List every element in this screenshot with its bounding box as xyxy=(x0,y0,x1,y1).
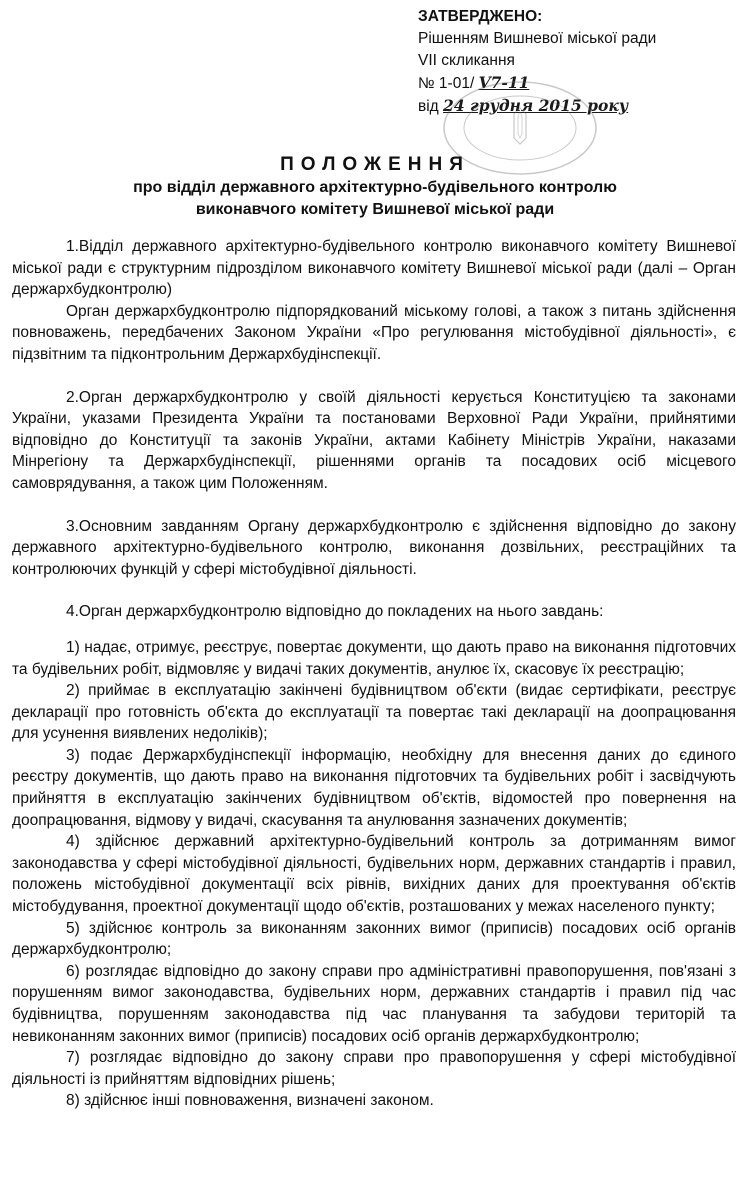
section-4-intro: 4.Орган держархбудконтролю відповідно до покладених на нього завдань: xyxy=(66,603,604,621)
section-2-paragraph: 2.Орган держархбудконтролю у своїй діяльності керується Конституцією та законами України, указами Президента України та постановами Верховної Ради України, прийнятими відповідно до Конституції та законів України, актами Кабінету Міністрів України, наказами Мінрегіону та Держархбудінспекції, рішеннями органів та посадових осіб місцевого самоврядування, а також цим Положенням. xyxy=(12,388,736,492)
section-1-subordination-paragraph: Орган держархбудконтролю підпорядкований міському голові, а також з питань здійснення повноважень, передбачених Законом України «Про регулювання містобудівної діяльності», є підзвітним та підконтрольним Держархбудінспекції. xyxy=(12,302,736,363)
section-3-paragraph: 3.Основним завданням Органу держархбудконтролю є здійснення відповідно до закону державного архітектурно-будівельного контролю, виконання дозвільних, реєстраційних та контролюючих функцій у сфері містобудівної діяльності. xyxy=(12,517,736,578)
list-item-7: 7) розглядає відповідно до закону справи про правопорушення у сфері містобудівної діяльності із прийняттям відповідних рішень; xyxy=(12,1049,736,1088)
document-title-block xyxy=(0,153,750,221)
approval-block xyxy=(418,6,738,118)
list-item-1: 1) надає, отримує, реєструє, повертає документи, що дають право на виконання підготовчих та будівельних робіт, відмовляє у видачі таких документів, анулює їх, скасовує їх реєстрацію; xyxy=(12,638,736,678)
approval-number-prefix: № 1-01/ xyxy=(418,75,475,92)
document-subtitle-line2: виконавчого комітету Вишневої міської ради xyxy=(195,201,555,218)
approval-date-prefix: від xyxy=(418,98,439,115)
list-item-3: 3) подає Держархбудінспекції інформацію, необхідну для внесення даних до єдиного реєстру документів, що дають право на виконання підготовчих та будівельних робіт і засвідчують прийняття в експлуатацію закінчених будівництвом об'єктів, відомостей про повернення на доопрацювання, відмову у видачі, скасування та анулювання зазначених документів; xyxy=(12,746,736,829)
document-title: ПОЛОЖЕННЯ xyxy=(280,154,470,175)
document-body xyxy=(12,236,736,1112)
approval-council-line: Рішенням Вишневої міської ради xyxy=(418,30,657,47)
approval-number-line xyxy=(418,72,738,95)
list-item-8: 8) здійснює інші повноваження, визначені законом. xyxy=(66,1092,434,1110)
list-item-4: 4) здійснює державний архітектурно-будівельний контроль за дотриманням вимог законодавства у сфері містобудівної діяльності, будівельних норм, державних стандартів і правил, положень містобудівної документації всіх рівнів, вихідних даних для проектування об'єктів містобудування, проектної документації щодо об'єктів, розташованих у межах населеного пункту; xyxy=(12,833,736,916)
list-item-5: 5) здійснює контроль за виконанням законних вимог (приписів) посадових осіб органів держархбудконтролю; xyxy=(12,919,736,959)
approval-date-handwritten: 24 грудня 2015 року xyxy=(443,96,629,115)
approval-date-line xyxy=(418,95,738,118)
approval-number-handwritten: V7-11 xyxy=(478,73,530,92)
approval-heading: ЗАТВЕРДЖЕНО: xyxy=(418,8,543,25)
section-1-paragraph: 1.Відділ державного архітектурно-будівельного контролю виконавчого комітету Вишневої міської ради є структурним підрозділом виконавчого комітету Вишневої міської ради (далі – Орган держархбудконтролю) xyxy=(12,238,736,299)
approval-convocation-line: VII скликання xyxy=(418,52,515,69)
list-item-2: 2) приймає в експлуатацію закінчені будівництвом об'єкти (видає сертифікати, реєструє декларації про готовність об'єкта до експлуатації та повертає такі декларації на доопрацювання для усунення виявлених недоліків); xyxy=(12,682,736,743)
list-item-6: 6) розглядає відповідно до закону справи про адміністративні правопорушення, пов'язані з порушенням вимог законодавства, будівельних норм, державних стандартів і правил під час будівництва, порушенням законодавства під час планування та забудови територій та невиконанням законних вимог (приписів) посадових осіб органів держархбудконтролю; xyxy=(12,962,736,1045)
document-subtitle-line1: про відділ державного архітектурно-будівельного контролю xyxy=(133,179,617,196)
